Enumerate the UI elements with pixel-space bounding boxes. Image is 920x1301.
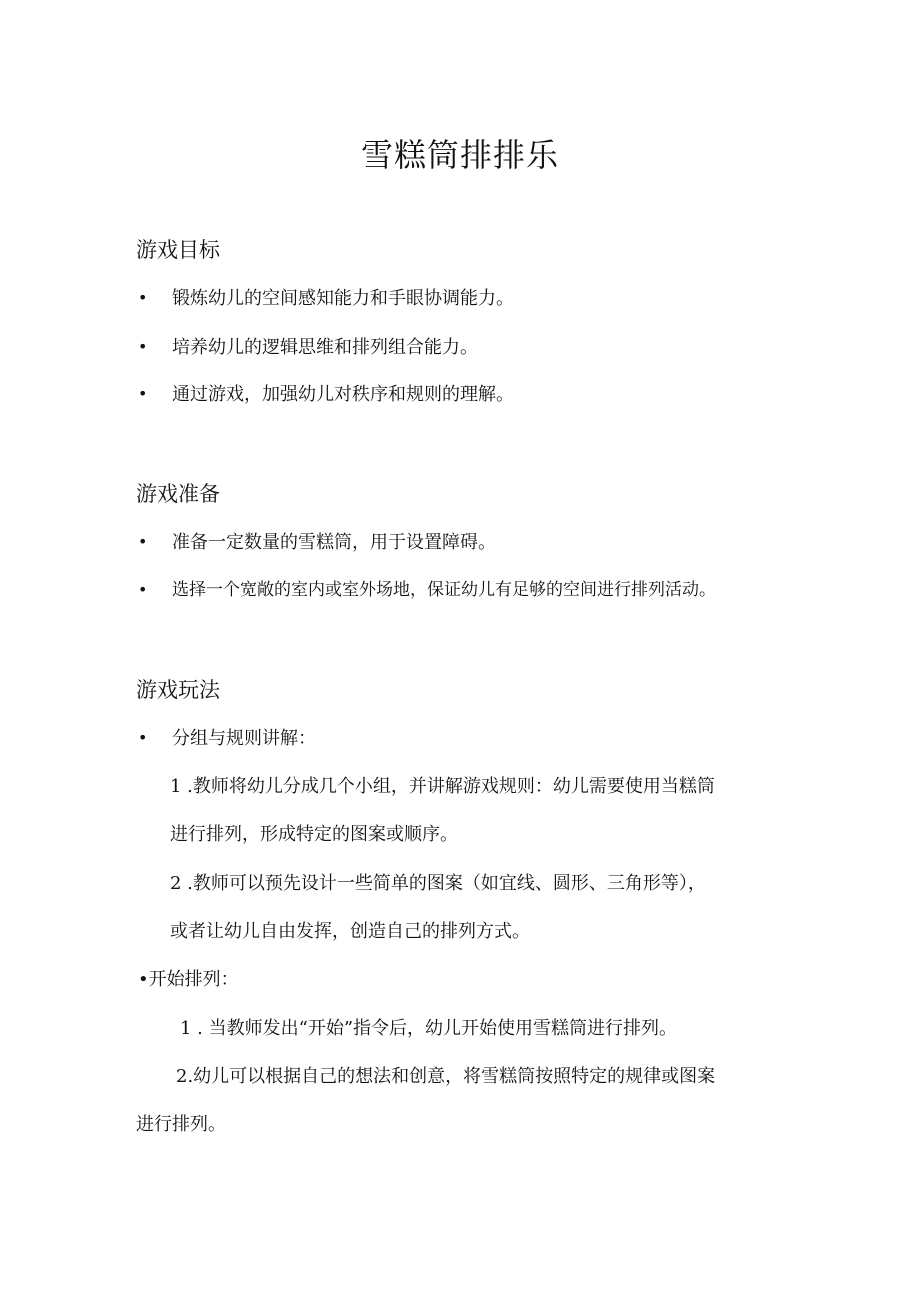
- step-text: 2.幼儿可以根据自己的想法和创意，将雪糕筒按照特定的规律或图案: [176, 1066, 716, 1087]
- bullet-icon: •: [138, 288, 148, 307]
- section-heading-preparation: 游戏准备: [136, 482, 220, 506]
- step-text: 1 .教师将幼儿分成几个小组，并讲解游戏规则：幼儿需要使用当糕筒: [170, 776, 715, 797]
- section-heading-goals: 游戏目标: [136, 238, 220, 262]
- group-label-start: •开始排列：: [138, 969, 239, 990]
- step-text: 1 . 当教师发出“开始”指令后，幼儿开始使用雪糕筒进行排列。: [180, 1018, 678, 1039]
- page-title: 雪糕筒排排乐: [360, 136, 559, 174]
- bullet-icon: •: [138, 384, 148, 403]
- list-item: 准备一定数量的雪糕筒，用于设置障碍。: [172, 532, 496, 553]
- step-text: 进行排列。: [136, 1114, 226, 1135]
- section-heading-gameplay: 游戏玩法: [136, 678, 220, 702]
- group-label-grouping: 分组与规则讲解：: [172, 728, 316, 749]
- bullet-icon: •: [138, 532, 148, 551]
- list-item: 选择一个宽敞的室内或室外场地，保证幼儿有足够的空间进行排列活动。: [172, 580, 716, 600]
- list-item: 通过游戏，加强幼儿对秩序和规则的理解。: [172, 384, 514, 405]
- bullet-icon: •: [138, 337, 148, 356]
- list-item: 锻炼幼儿的空间感知能力和手眼协调能力。: [172, 288, 514, 309]
- step-text: 或者让幼儿自由发挥，创造自己的排列方式。: [170, 921, 530, 942]
- step-text: 进行排列，形成特定的图案或顺序。: [170, 824, 458, 845]
- step-text: 2 .教师可以预先设计一些简单的图案（如宜线、圆形、三角形等），: [170, 873, 706, 894]
- bullet-icon: •: [138, 580, 148, 599]
- list-item: 培养幼儿的逻辑思维和排列组合能力。: [172, 337, 478, 358]
- bullet-icon: •: [138, 728, 148, 747]
